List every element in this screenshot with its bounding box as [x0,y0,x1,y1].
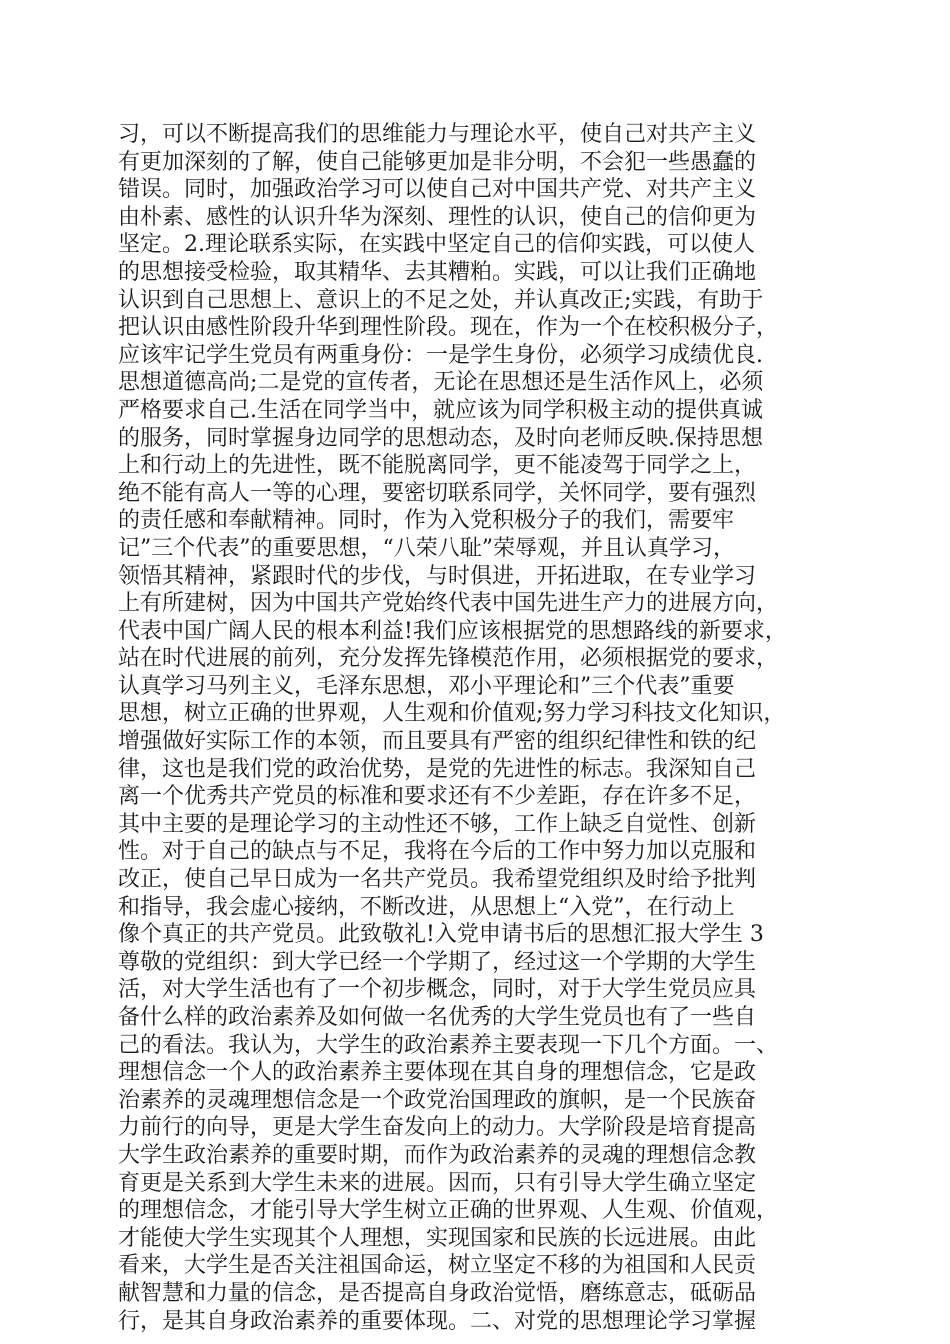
text-line: 性。对于自己的缺点与不足，我将在今后的工作中努力加以克服和 [118,839,757,865]
text-line: 记”三个代表”的重要思想，“八荣八耻”荣辱观，并且认真学习， [118,535,735,561]
text-line: 理想信念一个人的政治素养主要体现在其自身的理想信念，它是政 [118,1060,757,1086]
text-line: 其中主要的是理论学习的主动性还不够，工作上缺乏自觉性、创新 [118,811,757,837]
text-line: 认真学习马列主义，毛泽东思想，邓小平理论和”三个代表”重要 [118,673,735,699]
text-line: 大学生政治素养的重要时期，而作为政治素养的灵魂的理想信念教 [118,1142,757,1168]
text-line: 力前行的向导，更是大学生奋发向上的动力。大学阶段是培育提高 [118,1115,757,1141]
text-line: 坚定。2.理论联系实际，在实践中坚定自己的信仰实践，可以使人 [118,232,755,258]
text-line: 领悟其精神，紧跟时代的步伐，与时俱进，开拓进取，在专业学习 [118,563,757,589]
text-line: 备什么样的政治素养及如何做一名优秀的大学生党员也有了一些自 [118,1005,757,1030]
text-line: 治素养的灵魂理想信念是一个政党治国理政的旗帜，是一个民族奋 [118,1087,757,1113]
text-line: 上有所建树，因为中国共产党始终代表中国先进生产力的进展方向， [118,591,779,617]
text-line: 把认识由感性阶段升华到理性阶段。现在，作为一个在校积极分子， [118,315,779,341]
text-line: 的理想信念，才能引导大学生树立正确的世界观、人生观、价值观， [118,1198,779,1224]
text-line: 上和行动上的先进性，既不能脱离同学，更不能凌驾于同学之上， [118,453,757,479]
text-line: 错误。同时，加强政治学习可以使自己对中国共产党、对共产主义 [118,177,757,203]
text-line: 离一个优秀共产党员的标准和要求还有不少差距，存在许多不足， [118,784,757,810]
text-line: 己的看法。我认为，大学生的政治素养主要表现一下几个方面。一、 [118,1032,779,1058]
text-line: 像个真正的共产党员。此致敬礼!入党申请书后的思想汇报大学生 3 [118,922,764,948]
text-line: 和指导，我会虚心接纳，不断改进，从思想上“入党”，在行动上 [118,894,735,920]
text-line: 习，可以不断提高我们的思维能力与理论水平，使自己对共产主义 [118,122,757,147]
text-line: 看来，大学生是否关注祖国命运，树立坚定不移的为祖国和人民贡 [118,1253,757,1279]
text-line: 活，对大学生活也有了一个初步概念，同时，对于大学生党员应具 [118,977,757,1003]
text-line: 绝不能有高人一等的心理，要密切联系同学，关怀同学，要有强烈 [118,480,757,506]
text-line: 的服务，同时掌握身边同学的思想动态，及时向老师反映.保持思想 [118,425,763,451]
text-line: 行，是其自身政治素养的重要体现。二、对党的思想理论学习掌握 [118,1308,757,1334]
text-line: 才能使大学生实现其个人理想，实现国家和民族的长远进展。由此 [118,1225,757,1251]
text-line: 有更加深刻的了解，使自己能够更加是非分明，不会犯一些愚蠢的 [118,149,757,175]
text-line: 献智慧和力量的信念，是否提高自身政治觉悟，磨练意志，砥砺品 [118,1280,757,1306]
text-line: 代表中国广阔人民的根本利益!我们应该根据党的思想路线的新要求， [118,618,787,644]
body-text [118,121,838,1335]
text-line: 增强做好实际工作的本领，而且要具有严密的组织纪律性和铁的纪 [118,729,757,755]
text-line: 育更是关系到大学生未来的进展。因而，只有引导大学生确立坚定 [118,1170,757,1196]
text-line: 的思想接受检验，取其精华、去其糟粕。实践，可以让我们正确地 [118,259,757,285]
text-line: 思想道德高尚;二是党的宣传者，无论在思想还是生活作风上，必须 [118,370,764,396]
text-line: 严格要求自己.生活在同学当中，就应该为同学积极主动的提供真诚 [118,397,763,423]
text-line: 律，这也是我们党的政治优势，是党的先进性的标志。我深知自己 [118,756,757,782]
text-line: 尊敬的党组织：到大学已经一个学期了，经过这一个学期的大学生 [118,949,757,975]
text-line: 由朴素、感性的认识升华为深刻、理性的认识，使自己的信仰更为 [118,204,757,230]
text-line: 认识到自己思想上、意识上的不足之处，并认真改正;实践，有助于 [118,287,764,313]
text-line: 思想，树立正确的世界观，人生观和价值观;努力学习科技文化知识， [118,701,786,727]
text-line: 站在时代进展的前列，充分发挥先锋模范作用，必须根据党的要求， [118,646,779,672]
text-line: 应该牢记学生党员有两重身份：一是学生身份，必须学习成绩优良. [118,342,763,368]
text-line: 改正，使自己早日成为一名共产党员。我希望党组织及时给予批判 [118,867,757,893]
text-line: 的责任感和奉献精神。同时，作为入党积极分子的我们，需要牢 [118,508,735,534]
